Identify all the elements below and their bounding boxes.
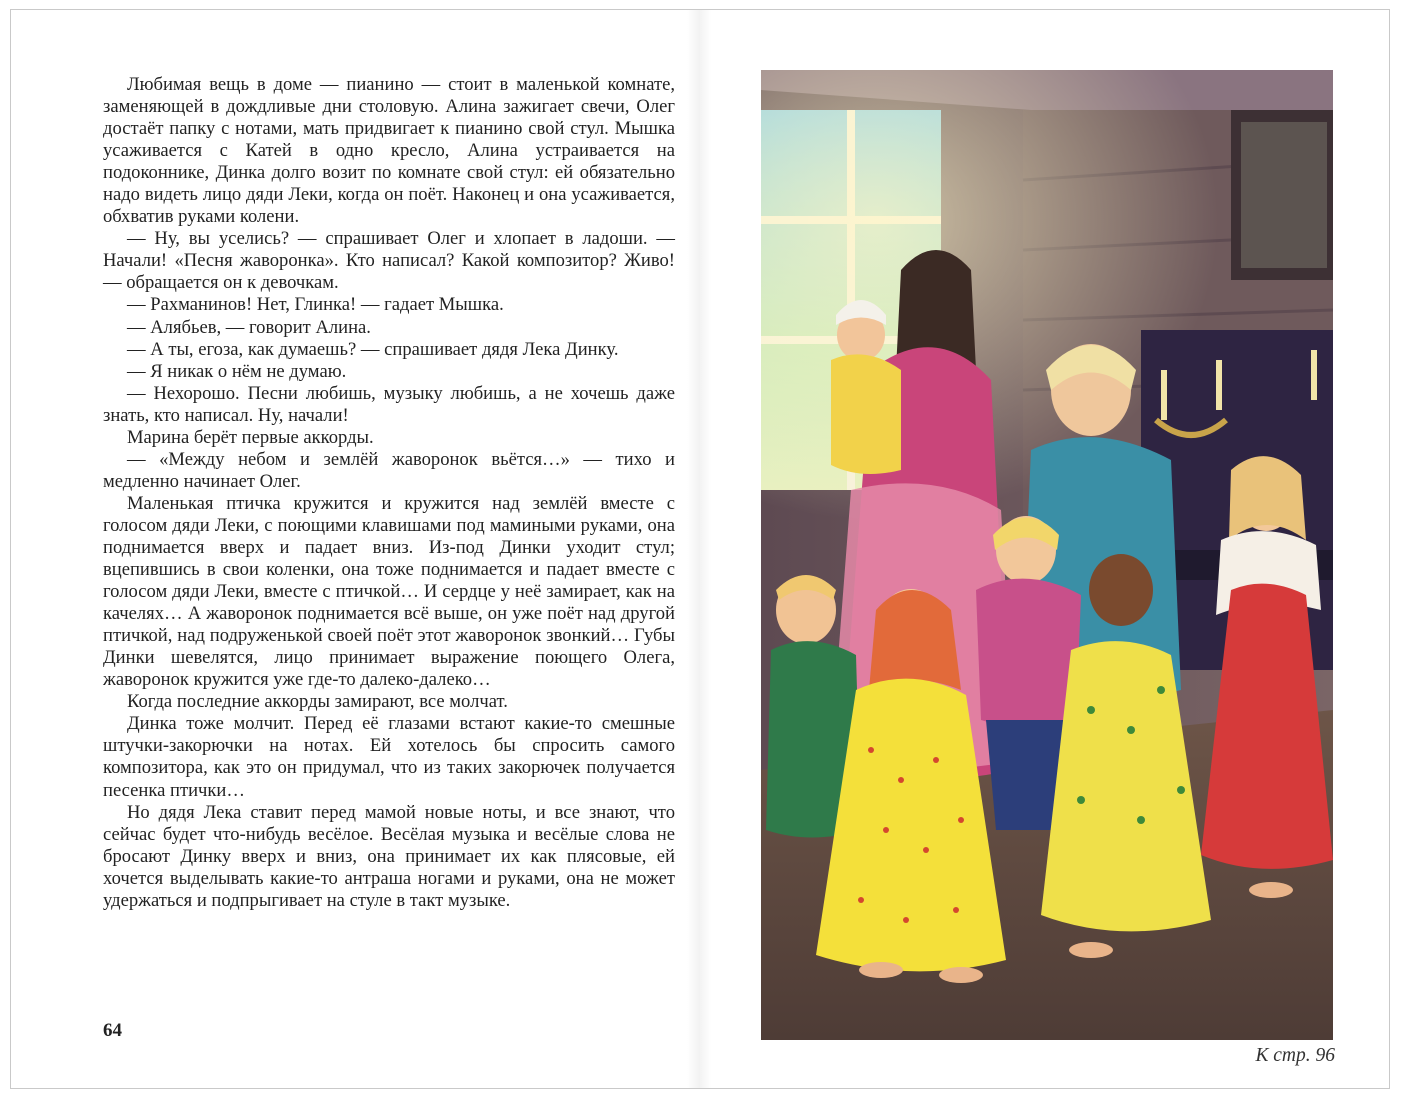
illustration-caption: К стр. 96 [1255, 1045, 1335, 1066]
page-number: 64 [103, 1020, 122, 1041]
paragraph: — Нехорошо. Песни любишь, музыку любишь, а не хочешь даже знать, кто написал. Ну, начали! [103, 382, 675, 426]
paragraph: — Рахманинов! Нет, Глинка! — гадает Мышка. [127, 294, 504, 316]
paragraph: Маленькая птичка кружится и кружится над землёй вместе с голосом дяди Леки, с поющими клавишами под мамиными руками, она поднимается вверх и падает вниз. Из-под Динки уходит стул; вцепившись в свои коленки, она тоже поднимается и падает вместе с голосом дяди Леки, вместе с птичкой… И сердце у неё замирает, как на качелях… А жаворонок поднимается всё выше, он уже поёт над другой птичкой, над подруженькой своей поёт этот жаворонок звонкий… Губы Динки шевелятся, лицо принимает выражение поющего Олега, жаворонок кружится уже где-то далеко-далеко… [103, 492, 675, 691]
paragraph: Когда последние аккорды замирают, все молчат. [127, 691, 508, 713]
paragraph: — Ну, вы уселись? — спрашивает Олег и хлопает в ладоши. — Начали! «Песня жаворонка». Кто написал? Какой композитор? Живо! — обращается он к девочкам. [103, 228, 675, 294]
illustration [761, 70, 1333, 1040]
paragraph: — «Между небом и землёй жаворонок вьётся…» — тихо и медленно начинает Олег. [103, 448, 675, 492]
paragraph: Марина берёт первые аккорды. [127, 426, 374, 448]
book-spread [10, 9, 1390, 1089]
paragraph: — А ты, егоза, как думаешь? — спрашивает дядя Лека Динку. [127, 338, 619, 360]
book-gutter [687, 10, 711, 1088]
left-page-text [103, 74, 675, 912]
paragraph: — Алябьев, — говорит Алина. [127, 316, 371, 338]
paragraph: Динка тоже молчит. Перед её глазами встают какие-то смешные штучки-закорючки на нотах. Ей хотелось бы спросить самого композитора, как это он придумал, что из таких закорючек получается песенка птички… [103, 713, 675, 801]
paragraph: — Я никак о нём не думаю. [127, 360, 347, 382]
paragraph: Но дядя Лека ставит перед мамой новые ноты, и все знают, что сейчас будет что-нибудь весёлое. Весёлая музыка и весёлые слова не бросают Динку вверх и вниз, она принимает их как плясовые, ей хочется выделывать какие-то антраша ногами и руками, она не может удержаться и подпрыгивает на стуле в такт музыке. [103, 801, 675, 911]
painting-children-dancing-around-piano-icon [761, 70, 1333, 1040]
paragraph: Любимая вещь в доме — пианино — стоит в маленькой комнате, заменяющей в дождливые дни столовую. Алина зажигает свечи, Олег достаёт папку с нотами, мать придвигает к пианино свой стул. Мышка усаживается с Катей в одно кресло, Алина устраивается на подоконнике, Динка долго возит по комнате свой стул: ей обязательно надо видеть лицо дяди Леки, когда он поёт. Наконец и она усаживается, обхватив руками колени. [103, 74, 675, 228]
